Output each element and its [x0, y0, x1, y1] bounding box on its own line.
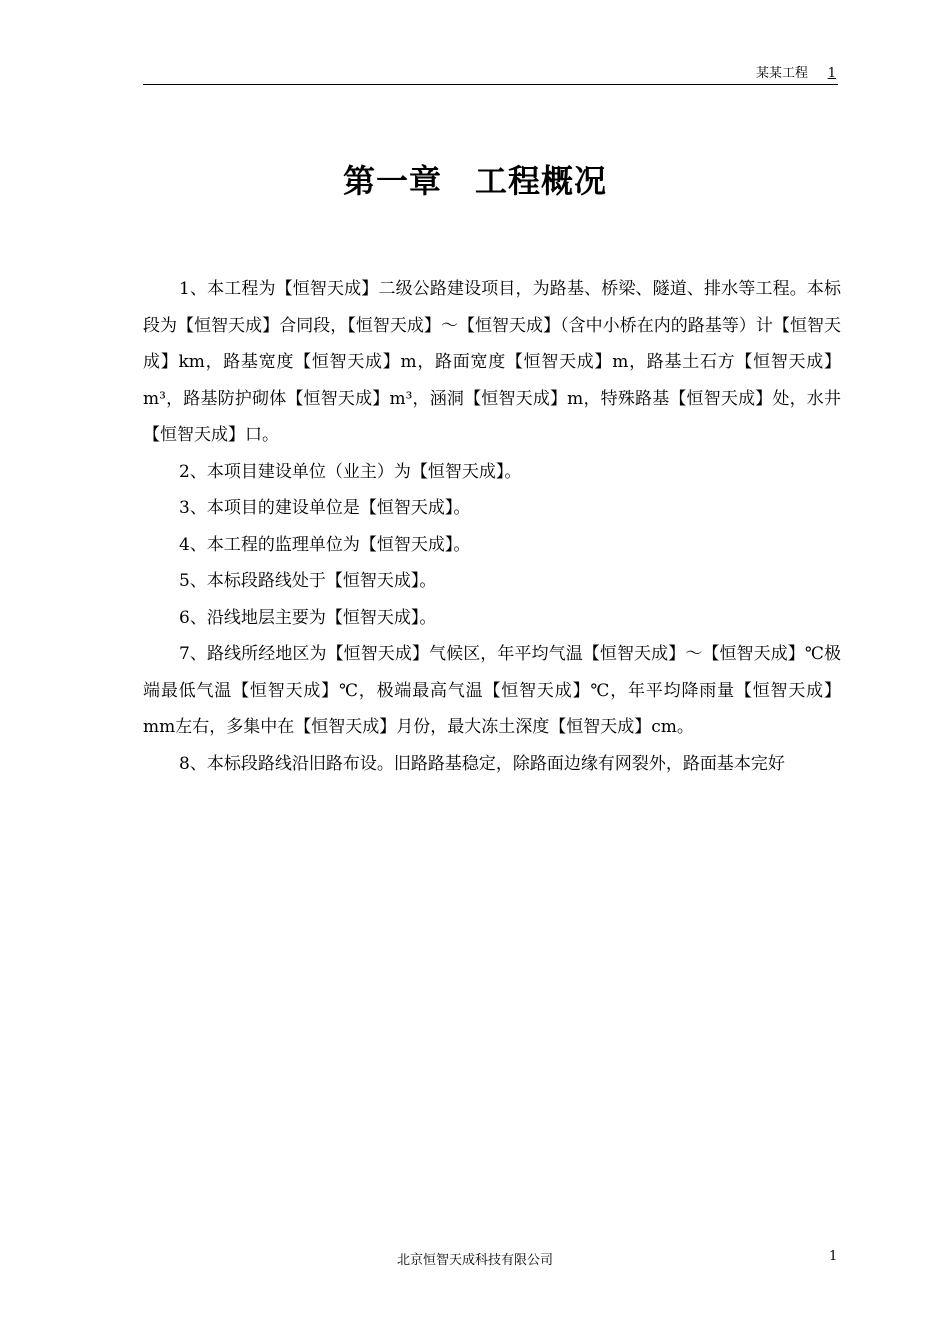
chapter-title: 第一章 工程概况: [342, 162, 607, 200]
footer-page-number: 1: [829, 1249, 838, 1264]
header-page-number: 1: [827, 66, 836, 81]
paragraph-6: 6、沿线地层主要为【恒智天成】。: [179, 607, 437, 628]
header-title: 某某工程: [755, 66, 808, 81]
paragraph-1: 1、本工程为【恒智天成】二级公路建设项目，为路基、桥梁、隧道、排水等工程。本标段为【恒智天成】合同段，【恒智天成】～【恒智天成】（含中小桥在内的路基等）计【恒智天成】km，路基宽度【恒智天成】m，路面宽度【恒智天成】m，路基土石方【恒智天成】m³，路基防护砌体【恒智天成】m³，涵洞【恒智天成】m，特殊路基【恒智天成】处，水井【恒智天成】口。: [143, 279, 841, 445]
paragraph-3: 3、本项目的建设单位是【恒智天成】。: [179, 498, 471, 518]
paragraph-5: 5、本标段路线处于【恒智天成】。: [179, 571, 437, 591]
paragraph-4: 4、本工程的监理单位为【恒智天成】。: [179, 534, 471, 555]
footer-company: 北京恒智天成科技有限公司: [396, 1253, 553, 1268]
document-body: [143, 271, 841, 782]
paragraph-8: 8、本标段路线沿旧路布设。旧路路基稳定，除路面边缘有网裂外，路面基本完好: [179, 753, 785, 774]
page-header: [143, 66, 838, 85]
paragraph-7: 7、路线所经地区为【恒智天成】气候区，年平均气温【恒智天成】～【恒智天成】℃极端最低气温【恒智天成】℃，极端最高气温【恒智天成】℃，年平均降雨量【恒智天成】mm左右，多集中在【恒智天成】月份，最大冻土深度【恒智天成】cm。: [143, 644, 841, 737]
paragraph-2: 2、本项目建设单位（业主）为【恒智天成】。: [179, 461, 522, 482]
